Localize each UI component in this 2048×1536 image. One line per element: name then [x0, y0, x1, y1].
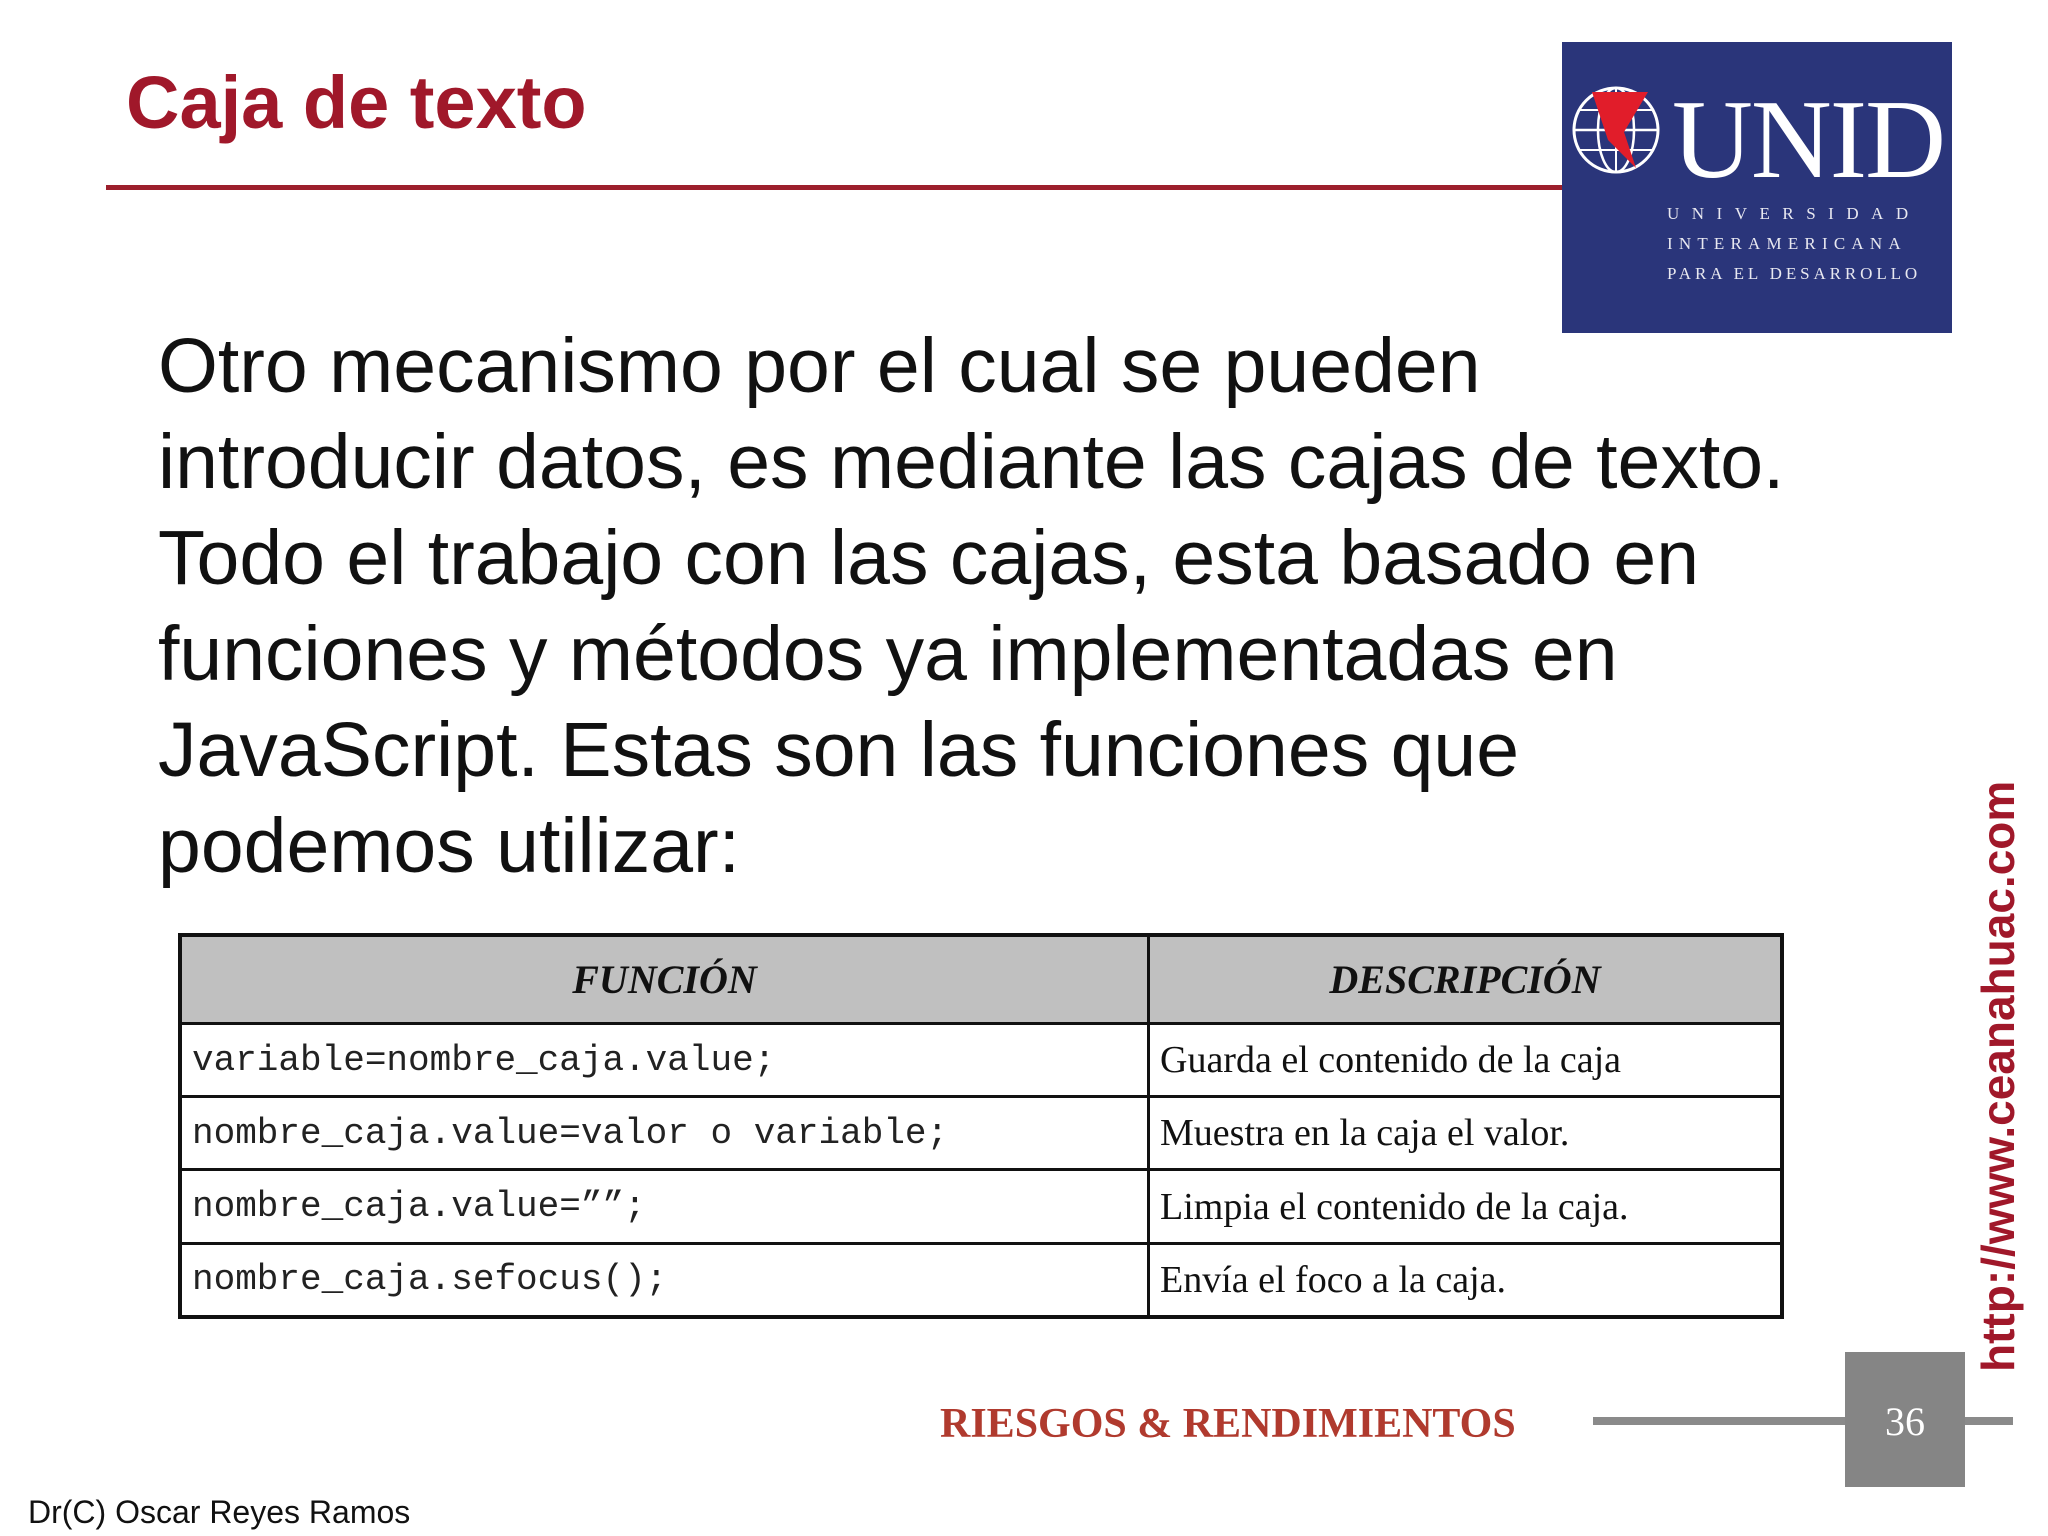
body-line: Otro mecanismo por el cual se pueden	[158, 323, 1481, 409]
title-divider	[106, 185, 1566, 190]
description-cell: Guarda el contenido de la caja	[1149, 1024, 1783, 1097]
description-cell: Limpia el contenido de la caja.	[1149, 1170, 1783, 1243]
page-number-box	[1845, 1352, 1965, 1487]
body-line: JavaScript. Estas son las funciones que	[158, 707, 1520, 793]
globe-icon	[1568, 82, 1664, 178]
header-description: DESCRIPCIÓN	[1149, 935, 1783, 1024]
body-line: introducir datos, es mediante las cajas de texto.	[158, 419, 1785, 505]
footer-divider	[1593, 1417, 1845, 1425]
slide-body-text	[158, 318, 1898, 894]
function-cell: nombre_caja.value=””;	[180, 1170, 1149, 1243]
body-line: Todo el trabajo con las cajas, esta basado en	[158, 515, 1700, 601]
slide-title: Caja de texto	[126, 61, 587, 144]
table-row	[180, 1170, 1782, 1243]
logo-subtitle-line-2: INTERAMERICANA	[1667, 234, 1907, 253]
page-number: 36	[1885, 1399, 1925, 1444]
functions-table	[178, 933, 1784, 1319]
table-header-row	[180, 935, 1782, 1024]
footer-title: RIESGOS & RENDIMIENTOS	[940, 1401, 1516, 1447]
logo-wordmark: UNID	[1672, 78, 1944, 202]
table-row	[180, 1243, 1782, 1317]
table-row	[180, 1024, 1782, 1097]
function-cell: variable=nombre_caja.value;	[180, 1024, 1149, 1097]
function-cell: nombre_caja.value=valor o variable;	[180, 1097, 1149, 1170]
table-row	[180, 1097, 1782, 1170]
function-cell: nombre_caja.sefocus();	[180, 1243, 1149, 1317]
description-cell: Muestra en la caja el valor.	[1149, 1097, 1783, 1170]
footer-divider	[1965, 1417, 2013, 1425]
vertical-url-link[interactable]: http://www.ceanahuac.com	[1972, 780, 2024, 1372]
body-line: funciones y métodos ya implementadas en	[158, 611, 1618, 697]
body-line: podemos utilizar:	[158, 803, 741, 889]
logo-subtitle-line-3: PARA EL DESARROLLO	[1667, 264, 1922, 283]
logo-subtitle-line-1: UNIVERSIDAD	[1667, 204, 1921, 223]
author-credit: Dr(C) Oscar Reyes Ramos	[28, 1494, 411, 1530]
description-cell: Envía el foco a la caja.	[1149, 1243, 1783, 1317]
header-function: FUNCIÓN	[180, 935, 1149, 1024]
unid-logo	[1562, 42, 1952, 333]
